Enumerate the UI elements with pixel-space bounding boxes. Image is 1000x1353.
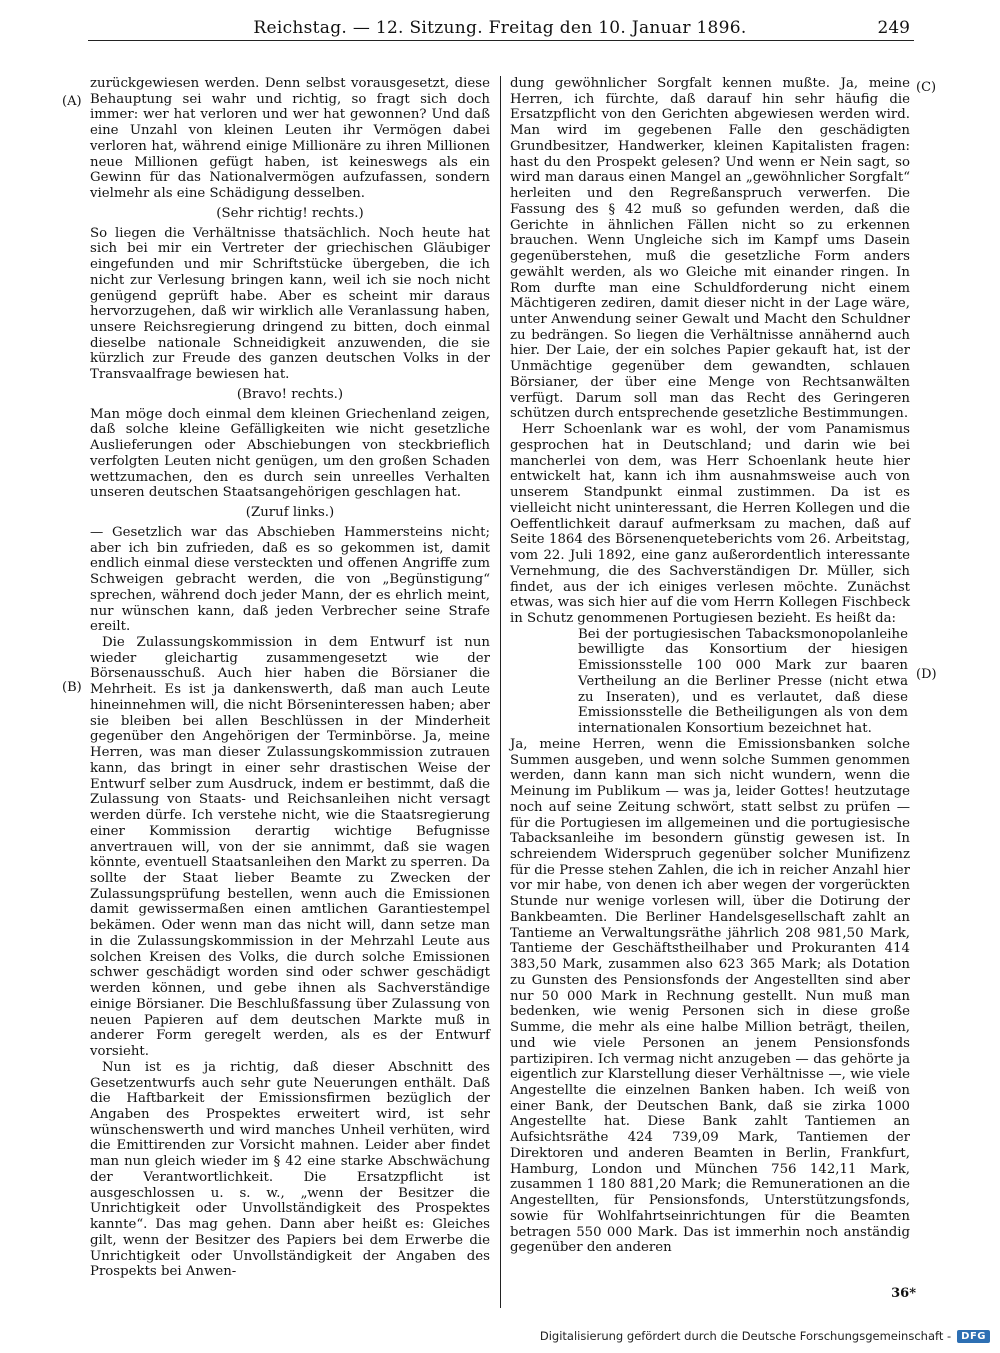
running-header [90, 14, 910, 42]
footer-text: Digitalisierung gefördert durch die Deutsche Forschungsgemeinschaft - [539, 1329, 952, 1343]
paragraph: So liegen die Verhältnisse thatsächlich. Noch heute hat sich bei mir ein Vertreter der griechischen Gläubiger eingefunden und mir Schriftstücke übergeben, die ich nicht zur Verlesung bringen kann, weil ich sie noch nicht genügend geprüft habe. Aber es scheint mir daraus hervorzugehen, daß wir wirklich alle Veranlassung haben, unsere Reichsregierung dringend zu bitten, doch einmal dieselbe nationale Schneidigkeit anzuwenden, die sie kürzlich zur Freude des ganzen deutschen Volks in der Transvaalfrage bewiesen hat. [90, 225, 490, 383]
left-column [90, 76, 490, 1280]
paragraph: Herr Schoenlank war es wohl, der vom Panamismus gesprochen hat in Deutschland; und darin wie bei mancherlei von dem, was Herr Schoenlank heute hier entwickelt hat, kann ich ihm ausnahmsweise auch von unserem Standpunkt einmal zustimmen. Da ist es vielleicht nicht uninteressant, die Herren Kollegen und die Oeffentlichkeit darauf aufmerksam zu machen, daß auf Seite 1864 des Börsenenqueteberichts vom 26. Arbeitstag, vom 22. Juli 1892, eine ganz außerordentlich interessante Vernehmung, die des Sachverständigen Dr. Müller, sich findet, aus der ich einiges verlesen möchte. Zunächst etwas, was sich hier auf die vom Herrn Kollegen Fischbeck in Schutz genommenen Portugiesen bezieht. Es heißt da: [510, 422, 910, 626]
paragraph: Nun ist es ja richtig, daß dieser Abschnitt des Gesetzentwurfs auch sehr gute Neuerungen enthält. Daß die Haftbarkeit der Emissionsfirmen bezüglich der Angaben des Prospektes erweitert wird, ist sehr wünschenswerth und wird manches Unheil verhüten, wird die Emittirenden zur Vorsicht mahnen. Leider aber findet man nun gleich wieder im § 42 eine starke Abschwächung der Verantwortlichkeit. Die Ersatzpflicht ist ausgeschlossen u. s. w., „wenn der Besitzer die Unrichtigkeit oder Unvollständigkeit des Prospektes kannte“. Das mag gehen. Dann aber heißt es: Gleiches gilt, wenn der Besitzer des Papiers bei dem Erwerbe die Unrichtigkeit oder Unvollständigkeit der Angaben des Prospekts bei Anwen- [90, 1059, 490, 1280]
interjection: (Bravo! rechts.) [236, 386, 344, 402]
margin-marker-c: (C) [916, 80, 937, 95]
sheet-signature: 36* [891, 1286, 916, 1301]
footer [540, 1329, 990, 1343]
column-divider [500, 76, 501, 1308]
margin-marker-a: (A) [62, 94, 82, 109]
margin-marker-d: (D) [916, 667, 937, 682]
paragraph: Die Zulassungskommission in dem Entwurf ist nun wieder gleichartig zusammengesetzt wie der Börsenausschuß. Auch hier haben die Börsianer die Mehrheit. Es ist ja dankenswerth, daß man auch Leute hineinnehmen will, die nicht Börseninteressen haben; aber sie bleiben bei allen Beschlüssen in der Minderheit gegenüber den Angehörigen der Terminbörse. Ja, meine Herren, was man dieser Zulassungskommission zutrauen kann, das bringt in einer sehr drastischen Weise der Entwurf selber zum Ausdruck, indem er bestimmt, daß die Zulassung von Staats- und Reichsanleihen nicht versagt werden dürfe. Ich verstehe nicht, wie die Staatsregierung einer Kommission derartig wichtige Befugnisse anvertrauen will, von der sie annimmt, daß sie wagen könnte, eventuell Staatsanleihen den Markt zu sperren. Da sollte der Staat lieber Beamte zu Zwecken der Zulassungsprüfung bestellen, wenn auch die Emissionen damit gewissermaßen einen amtlichen Garantiestempel bekämen. Oder wenn man das nicht will, dann setze man in die Zulassungskommission in der Mehrzahl Leute aus solchen Kreisen des Volks, die durch solche Emissionen schwer geschädigt worden sind oder schwer geschädigt werden können, und gebe ihnen als Sachverständige einige Börsianer. Die Beschlußfassung über Zulassung von neuen Papieren auf dem deutschen Markte muß in anderer Form geregelt werden, als es der Entwurf vorsieht. [90, 634, 490, 1060]
paragraph: Ja, meine Herren, wenn die Emissionsbanken solche Summen ausgeben, und wenn solche Summen genommen werden, dann kann man sich nicht wundern, wenn die Meinung im Publikum — was ja, leider Gottes! heutzutage noch auf seine Zeitung schwört, statt selbst zu prüfen — für die Portugiesen im allgemeinen und die portugiesische Tabacksanleihe im besondern günstig gewesen ist. In schreiendem Widerspruch gegenüber solcher Munifizenz für die Presse stehen Zahlen, die ich in reicher Anzahl hier vor mir habe, von denen ich aber wegen der vorgerückten Stunde nur wenige vorlesen will, über die Dotirung der Bankbeamten. Die Berliner Handelsgesellschaft zahlt an Tantieme an Verwaltungsräthe jährlich 208 981,50 Mark, Tantieme der Geschäftstheilhaber und Prokuranten 414 383,50 Mark, zusammen also 623 365 Mark; als Dotation zu Gunsten des Pensionsfonds der Angestellten sind aber nur 50 000 Mark in Rechnung gestellt. Nun muß man bedenken, wie wenig Personen sich in diese große Summe, die mehr als eine halbe Million beträgt, theilen, und wie viele Personen an jenem Pensionsfonds partizipiren. Ich vermag nicht anzugeben — das gehörte ja eigentlich zur Klarstellung dieser Verhältnisse —, wie viele Angestellte die einzelnen Banken haben. Ich weiß von einer Bank, der Deutschen Bank, daß sie zirka 1000 Angestellte hat. Diese Bank zahlt Tantiemen an Aufsichtsräthe 424 739,09 Mark, Tantiemen der Direktoren und anderen Beamten in Berlin, Frankfurt, Hamburg, London und München 756 142,11 Mark, zusammen 1 180 881,20 Mark; die Remunerationen an die Angestellten, für Pensionsfonds, Unterstützungsfonds, sowie für Wohlfahrtseinrichtungen für die Beamten betragen 550 000 Mark. Das ist immerhin noch anständig gegenüber den anderen [510, 736, 910, 1256]
block-quote: Bei der portugiesischen Tabacksmonopolanleihe bewilligte das Konsortium der hiesigen Emissionsstelle 100 000 Mark zur baaren Vertheilung an die Berliner Presse (nicht etwa zu Inseraten), und es verlautet, daß diese Emissionsstelle die Betheiligungen als von dem internationalen Konsortium bezeichnet hat. [578, 626, 908, 737]
header-rule [88, 40, 914, 41]
right-column [510, 76, 910, 1256]
header-title: Reichstag. — 12. Sitzung. Freitag den 10. Januar 1896. [253, 18, 747, 38]
margin-marker-b: (B) [62, 680, 82, 695]
paragraph: — Gesetzlich war das Abschieben Hammersteins nicht; aber ich bin zufrieden, daß es so gekommen ist, damit endlich einmal diese versteckten und offenen Angriffe zum Schweigen gebracht werden, die von „Begünstigung“ sprechen, während doch jeder Mann, der es ehrlich meint, nur wünschen kann, daß jeden Verbrecher seine Strafe ereilt. [90, 524, 490, 635]
interjection: (Zuruf links.) [245, 505, 335, 521]
paragraph: zurückgewiesen werden. Denn selbst vorausgesetzt, diese Behauptung sei wahr und richtig, so fragt sich doch immer: wer hat verloren und wer hat gewonnen? Und daß eine Unzahl von kleinen Leuten ihr Vermögen dabei verloren hat, während einige Millionäre zu ihren Millionen neue Millionen gefügt haben, ist keineswegs als ein Gewinn für das Nationalvermögen aufzufassen, sondern vielmehr als eine Schädigung desselben. [90, 76, 490, 202]
paragraph: dung gewöhnlicher Sorgfalt kennen mußte. Ja, meine Herren, ich fürchte, daß darauf hin sehr häufig die Ersatzpflicht von den Gerichten abgewiesen werden wird. Man wird im gegebenen Falle den geschädigten Grundbesitzer, Handwerker, kleinen Kapitalisten fragen: hast du den Prospekt gelesen? Und wenn er Nein sagt, so wird man daraus einen Mangel an „gewöhnlicher Sorgfalt“ herleiten und den Regreßanspruch verwerfen. Die Fassung des § 42 muß so gefunden werden, daß die Gerichte in ähnlichen Fällen nicht so zu erkennen brauchen. Wenn Ungleiche sich im Kampf ums Dasein gegenüberstehen, muß die gesetzliche Form anders gewählt werden, als wo Gleiche mit einander ringen. In Rom durfte man eine Schuldforderung nicht einem Mächtigeren zediren, damit dieser nicht in der Lage wäre, unter Anwendung seiner Gewalt und Macht den Schuldner zu bedrängen. So liegen die Verhältnisse annähernd auch hier. Der Laie, der ein solches Papier gekauft hat, ist der Unmächtige gegenüber dem gewandten, schlauen Börsianer, der über eine Menge von Rechtsanwälten verfügt. Darum soll man das Recht des Geringeren schützen durch entsprechende gesetzliche Bestimmungen. [510, 76, 910, 422]
page-number: 249 [877, 18, 910, 38]
paragraph: Man möge doch einmal dem kleinen Griechenland zeigen, daß solche kleine Gefälligkeiten wie nicht gesetzliche Auslieferungen oder Abschiebungen von steckbrieflich verfolgten Leuten nicht genügen, um den großen Schaden wettzumachen, den es durch sein unreelles Verhalten unseren deutschen Staatsangehörigen geschlagen hat. [90, 406, 490, 501]
dfg-logo-icon: DFG [957, 1330, 990, 1343]
interjection: (Sehr richtig! rechts.) [216, 205, 364, 221]
